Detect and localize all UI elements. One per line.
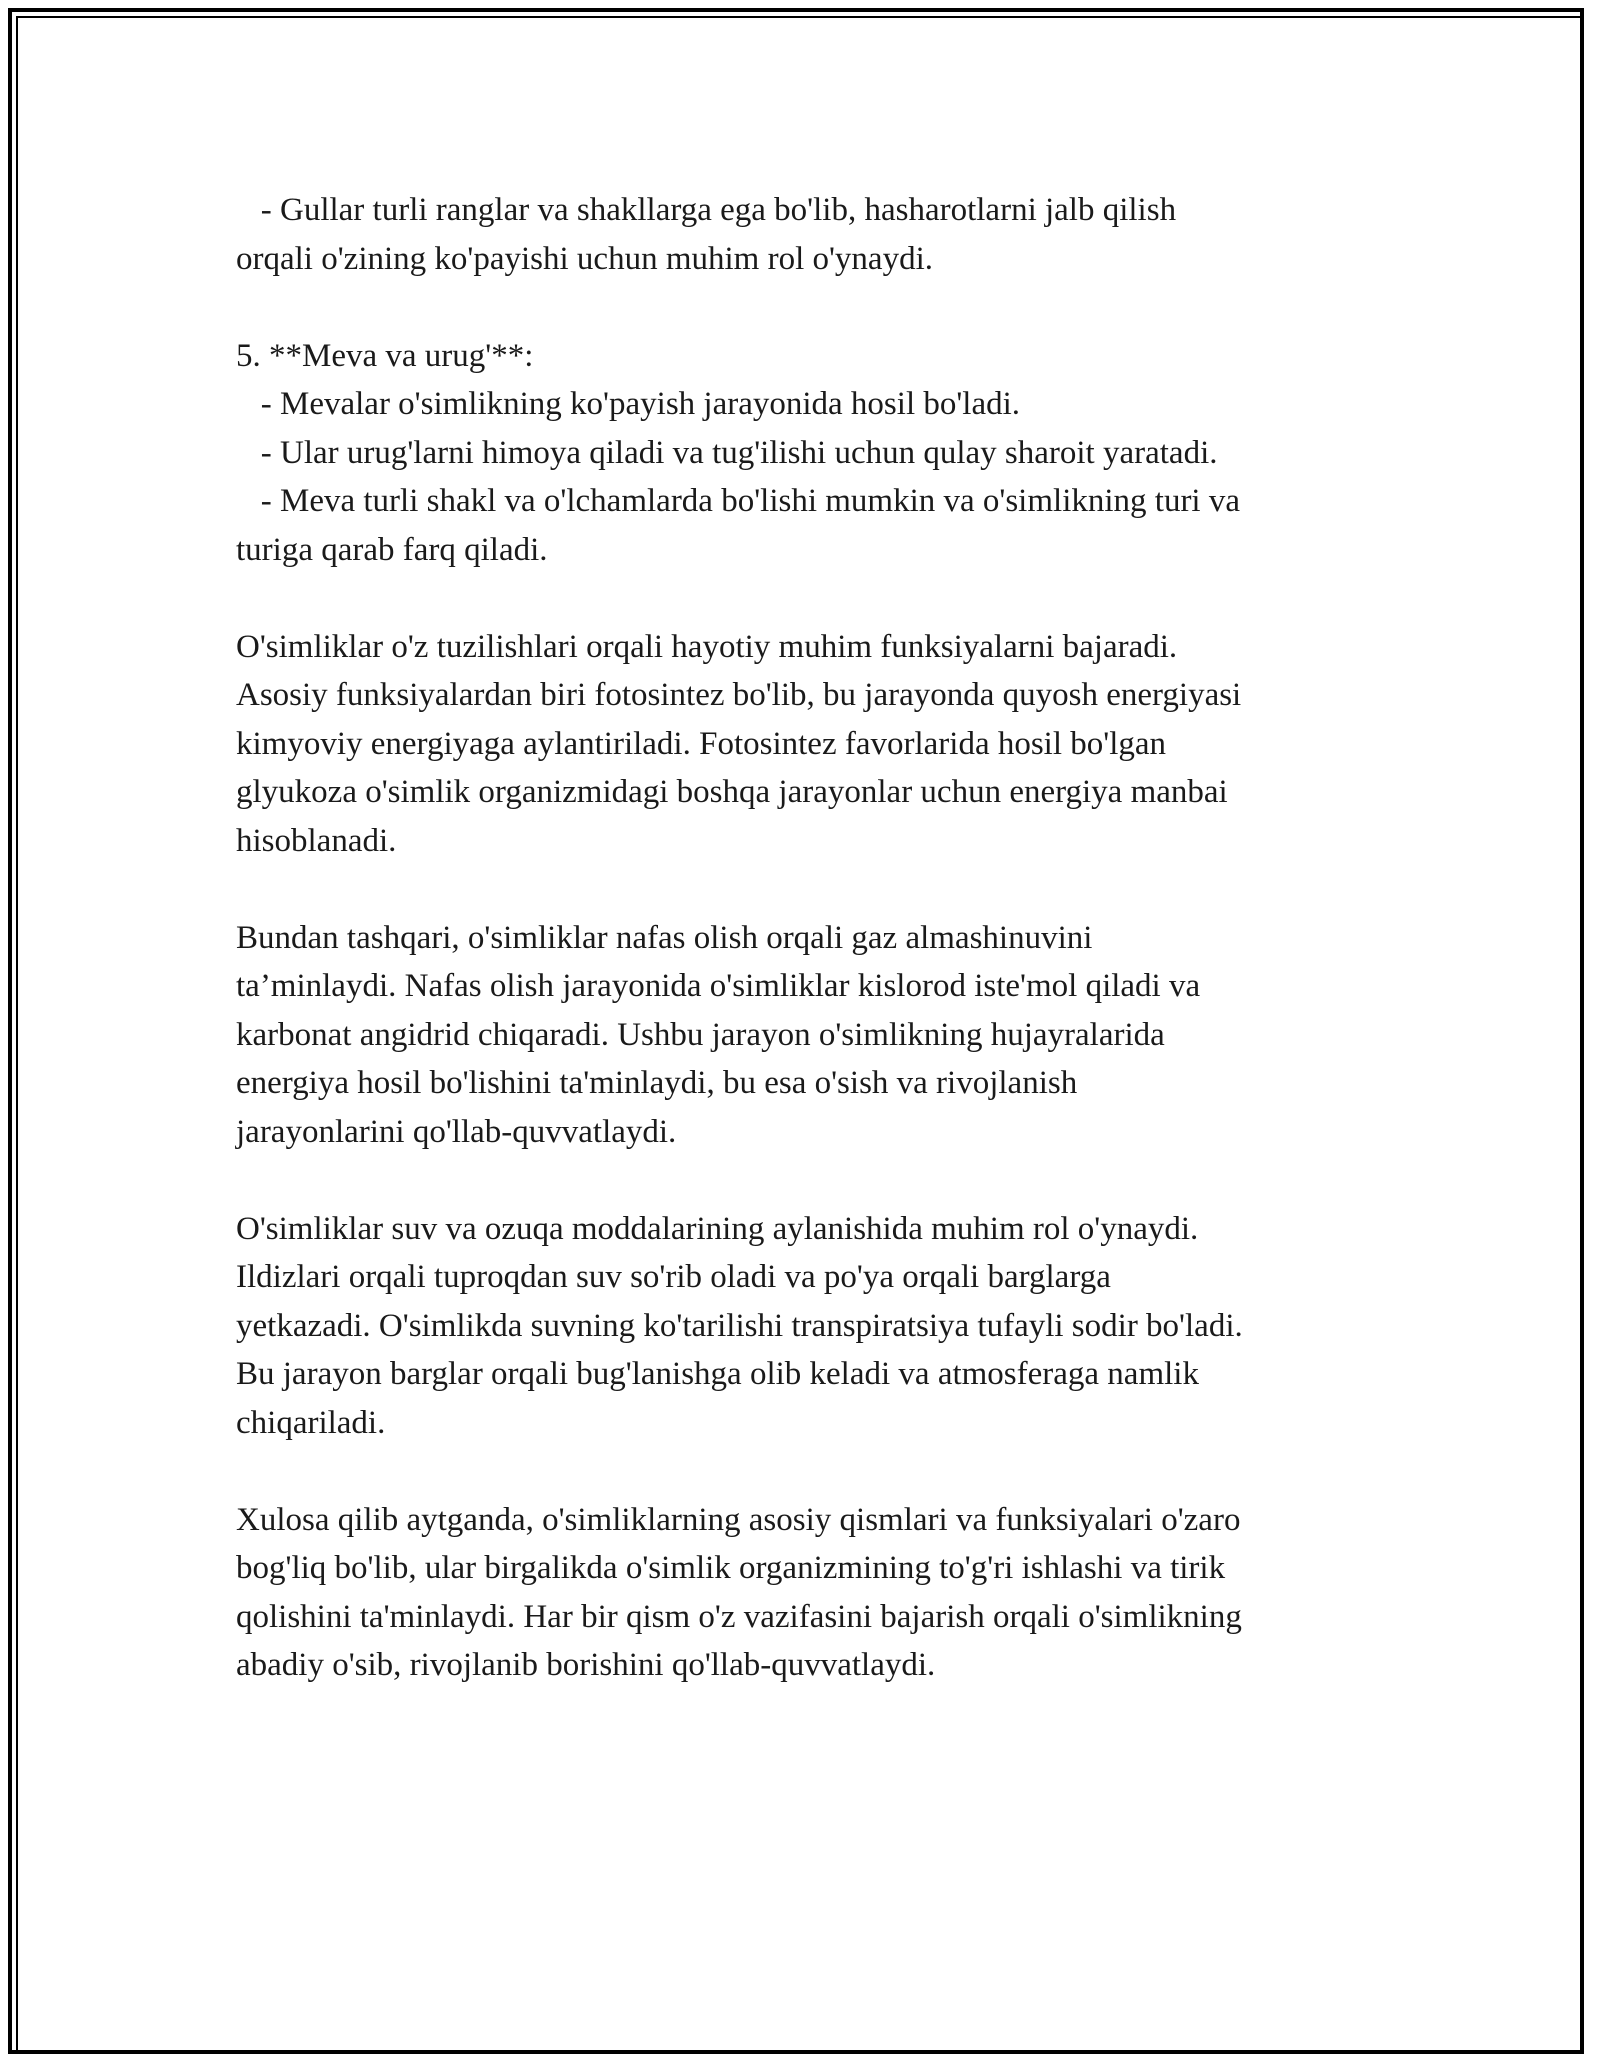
- paragraph-gap: [236, 865, 1366, 914]
- text-line: Bu jarayon barglar orqali bug'lanishga olib keladi va atmosferaga namlik: [236, 1356, 1199, 1392]
- text-line: Bundan tashqari, o'simliklar nafas olish orqali gaz almashinuvini: [236, 919, 1093, 956]
- bullet-continuation-block: [236, 186, 1366, 283]
- bullet-item: - Ular urug'larni himoya qiladi va tug'ilishi uchun qulay sharoit yaratadi.: [236, 434, 1218, 471]
- section-heading: 5. **Meva va urug'**:: [236, 337, 534, 374]
- text-line: glyukoza o'simlik organizmidagi boshqa jarayonlar uchun energiya manbai: [236, 774, 1228, 810]
- text-line: orqali o'zining ko'payishi uchun muhim rol o'ynaydi.: [236, 240, 933, 277]
- text-line: yetkazadi. O'simlikda suvning ko'tarilishi transpiratsiya tufayli sodir bo'ladi.: [236, 1307, 1243, 1344]
- text-line: O'simliklar o'z tuzilishlari orqali hayotiy muhim funksiyalarni bajaradi.: [236, 628, 1178, 665]
- text-line: Ildizlari orqali tuproqdan suv so'rib oladi va po'ya orqali barglarga: [236, 1259, 1111, 1295]
- text-line: jarayonlarini qo'llab-quvvatlaydi.: [236, 1113, 677, 1150]
- text-line: abadiy o'sib, rivojlanib borishini qo'llab-quvvatlaydi.: [236, 1647, 936, 1683]
- text-line: chiqariladi.: [236, 1404, 386, 1441]
- paragraph-nafas-olish: [236, 914, 1366, 1157]
- text-line: bog'liq bo'lib, ular birgalikda o'simlik organizmining to'g'ri ishlashi va tirik: [236, 1550, 1226, 1586]
- bullet-item: - Meva turli shakl va o'lchamlarda bo'lishi mumkin va o'simlikning turi va: [236, 483, 1241, 519]
- text-line: turiga qarab farq qiladi.: [236, 531, 548, 568]
- text-line: karbonat angidrid chiqaradi. Ushbu jarayon o'simlikning hujayralarida: [236, 1016, 1165, 1053]
- document-body: [236, 186, 1366, 1690]
- paragraph-gap: [236, 283, 1366, 332]
- paragraph-xulosa: [236, 1496, 1366, 1690]
- text-line: hisoblanadi.: [236, 822, 397, 859]
- paragraph-gap: [236, 574, 1366, 623]
- section-meva-va-urug: [236, 332, 1366, 575]
- paragraph-gap: [236, 1156, 1366, 1205]
- text-line: - Gullar turli ranglar va shakllarga ega bo'lib, hasharotlarni jalb qilish: [236, 192, 1177, 228]
- bullet-item: - Mevalar o'simlikning ko'payish jarayonida hosil bo'ladi.: [236, 386, 1021, 422]
- text-line: O'simliklar suv va ozuqa moddalarining aylanishida muhim rol o'ynaydi.: [236, 1210, 1199, 1247]
- text-line: Asosiy funksiyalardan biri fotosintez bo'lib, bu jarayonda quyosh energiyasi: [236, 677, 1242, 713]
- text-line: kimyoviy energiyaga aylantiriladi. Fotosintez favorlarida hosil bo'lgan: [236, 725, 1167, 762]
- text-line: qolishini ta'minlaydi. Har bir qism o'z vazifasini bajarish orqali o'simlikning: [236, 1598, 1242, 1635]
- paragraph-gap: [236, 1447, 1366, 1496]
- text-line: Xulosa qilib aytganda, o'simliklarning asosiy qismlari va funksiyalari o'zaro: [236, 1501, 1241, 1538]
- paragraph-suv-aylanishi: [236, 1205, 1366, 1448]
- text-line: energiya hosil bo'lishini ta'minlaydi, bu esa o'sish va rivojlanish: [236, 1065, 1078, 1101]
- text-line: ta’minlaydi. Nafas olish jarayonida o'simliklar kislorod iste'mol qiladi va: [236, 968, 1201, 1004]
- paragraph-fotosintez: [236, 623, 1366, 866]
